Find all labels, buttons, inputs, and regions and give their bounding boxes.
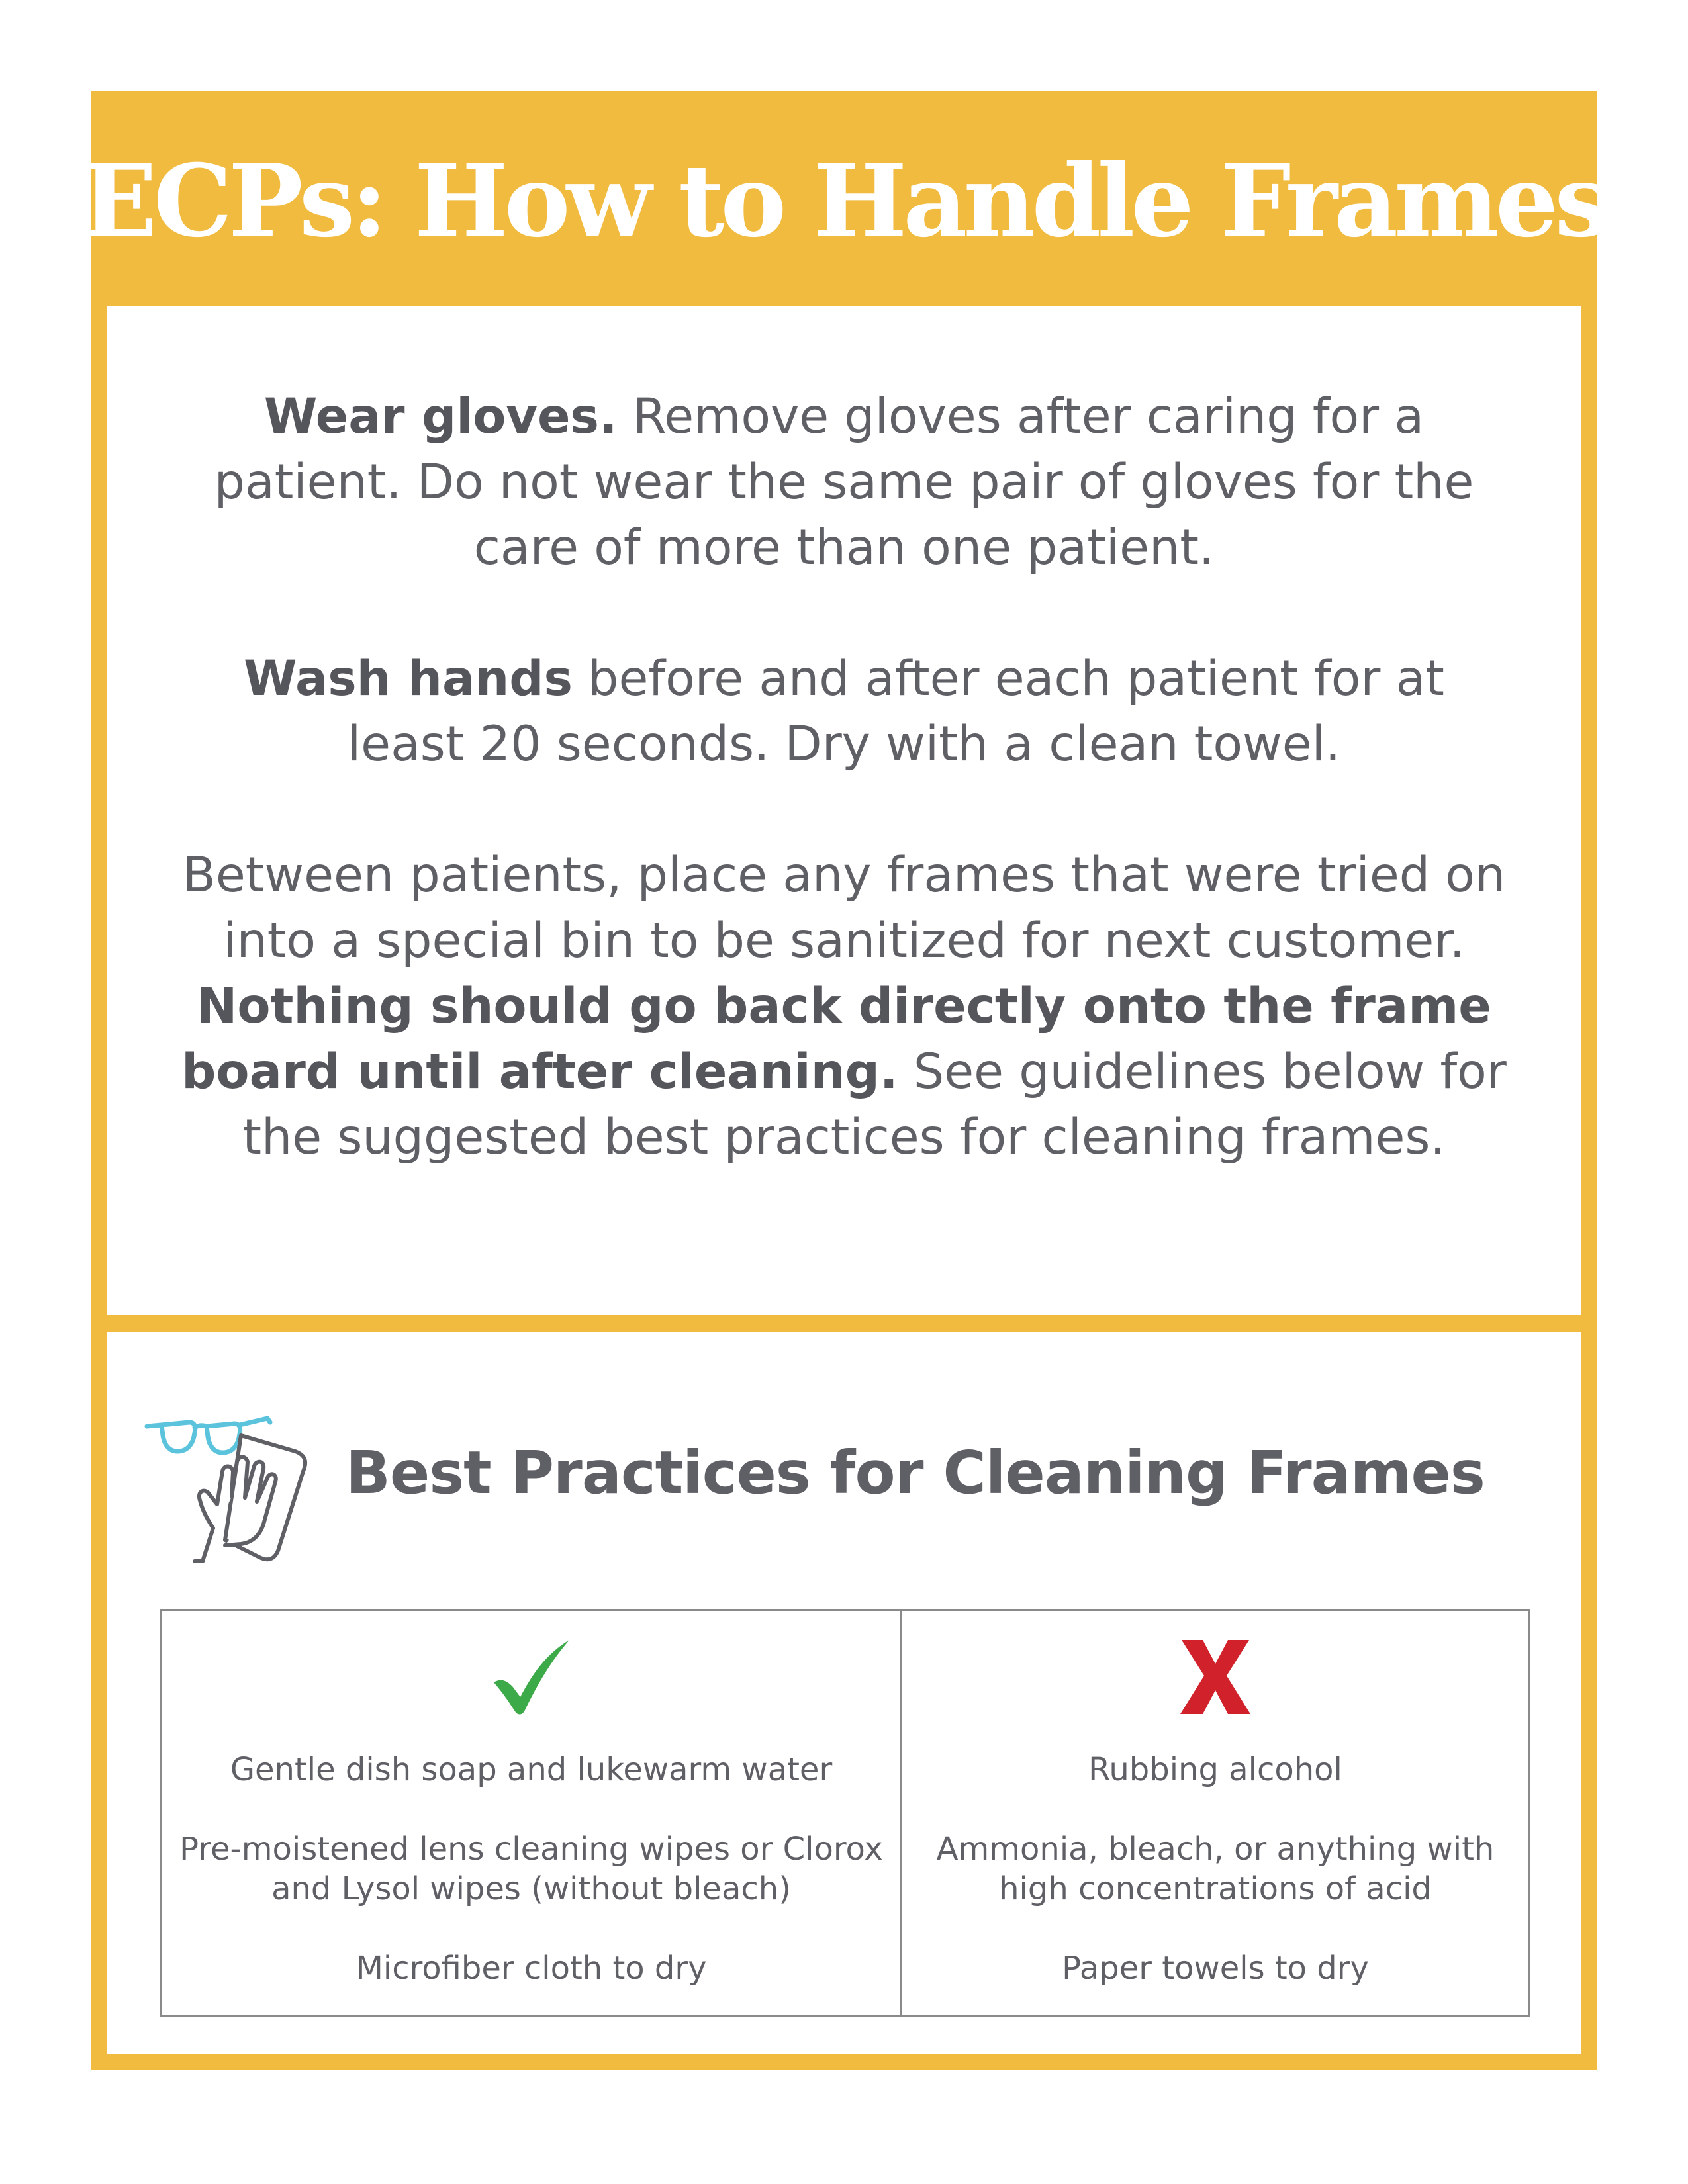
glasses-cleaning-hand-icon (142, 1398, 320, 1570)
list-item: Rubbing alcohol (1088, 1751, 1342, 1788)
best-practices-header (107, 1332, 1581, 1617)
avoid-column (902, 1611, 1528, 2015)
wash-hands-text: before and after each patient for at least 20 seconds. Dry with a clean towel. (347, 651, 1444, 772)
title-banner (81, 91, 1607, 306)
best-practices-panel (107, 1332, 1581, 2054)
list-item: Gentle dish soap and lukewarm water (230, 1751, 833, 1788)
outer-frame (81, 91, 1607, 2070)
gloves-paragraph (180, 384, 1508, 580)
recommended-mark (162, 1637, 900, 1730)
recommended-list (162, 1750, 900, 2028)
best-practices-title: Best Practices for Cleaning Frames (346, 1438, 1485, 1507)
wash-hands-heading: Wash hands (244, 651, 573, 707)
avoid-list (902, 1750, 1528, 2028)
checkmark-icon (489, 1637, 575, 1717)
cleaning-comparison-table (160, 1609, 1530, 2017)
see-guidelines-text: See guidelines below for the suggested best practices for cleaning frames. (242, 1044, 1507, 1165)
guidelines-text (180, 384, 1508, 1236)
list-item: Pre-moistened lens cleaning wipes or Clorox and Lysol wipes (without bleach) (179, 1831, 883, 1907)
avoid-mark (902, 1637, 1528, 1730)
page-title: ECPs: How to Handle Frames (81, 142, 1607, 259)
recommended-column (162, 1611, 902, 2015)
x-mark-icon (1179, 1637, 1252, 1717)
list-item: Microfiber cloth to dry (355, 1950, 707, 1987)
guidelines-panel (107, 306, 1581, 1315)
list-item: Ammonia, bleach, or anything with high concentrations of acid (936, 1831, 1495, 1907)
gloves-text: Remove gloves after caring for a patient. Do not wear the same pair of gloves for the care of more than one patient. (214, 388, 1474, 576)
wash-hands-paragraph (180, 646, 1508, 777)
frame-board-warning: Nothing should go back directly onto the frame board until after cleaning. (181, 978, 1491, 1100)
between-patients-text: Between patients, place any frames that were tried on into a special bin to be sanitized for next customer. (182, 847, 1506, 969)
gloves-heading: Wear gloves. (263, 388, 618, 445)
between-patients-paragraph (180, 842, 1508, 1170)
list-item: Paper towels to dry (1062, 1950, 1369, 1987)
